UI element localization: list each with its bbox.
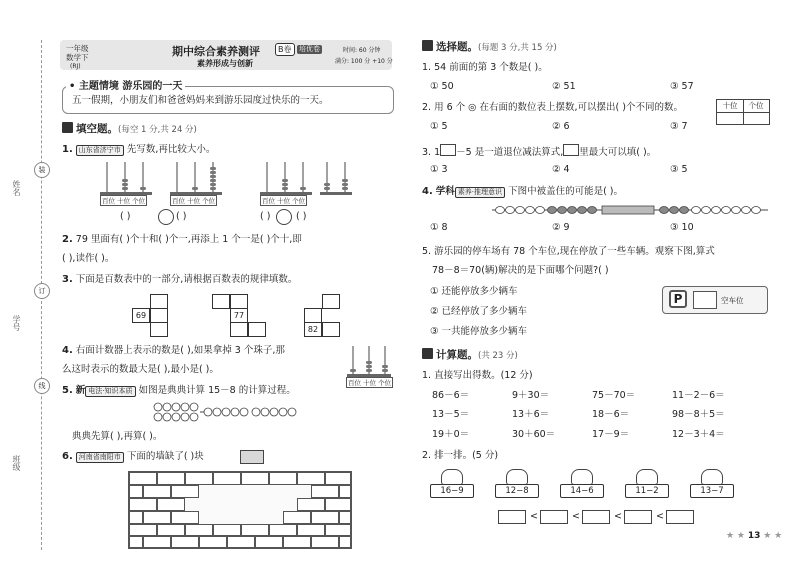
q5-number: 5. [62,385,73,396]
section1-note: (每空 1 分,共 24 分) [118,125,197,135]
grid-cell[interactable] [150,294,168,309]
q6 [62,451,204,463]
theme-title: • 主题情境 游乐园的一天 [66,77,185,92]
q2-number: 2. [62,234,73,245]
sort-answer-4[interactable] [624,510,652,524]
grid-cell-value [304,322,322,337]
c3-text [422,144,656,159]
c3-blank-2[interactable] [563,144,579,156]
grid-cell[interactable] [248,322,266,337]
q5-circles-diagram [152,402,312,424]
c5-option-2[interactable]: ② 已经停放了多少辆车 [430,306,528,317]
edition-label: (RJ) [70,63,81,70]
c3-option-2[interactable]: ② 4 [552,164,570,175]
class-label: 班级 [12,455,21,471]
q4-counter-label: 百位 十位 个位 [348,379,392,387]
time-label: 时间: 60 分钟 [343,47,381,54]
sort-card: 14−6 [560,484,604,498]
c1-option-3[interactable]: ③ 57 [670,81,694,92]
q1-answer-3[interactable]: ( ) [260,211,271,222]
theme-title-text: 主题情境 游乐园的一天 [78,81,183,92]
sort-card: 12−8 [495,484,539,498]
grid-cell-value [132,308,150,323]
c4-option-1[interactable]: ① 8 [430,222,448,233]
q6-answer-brick[interactable] [240,450,264,464]
q1-number: 1. [62,144,73,155]
q4 [62,345,285,357]
sort-answer-2[interactable] [540,510,568,524]
c4 [422,186,623,198]
abacus-label-1: 百位 十位 个位 [102,197,146,205]
calc-r2-c1: 13－5＝ [432,409,470,420]
abacus-3 [260,162,312,195]
subject-label: 数学下 [66,53,89,62]
c3-text-c: 里最大可以填( )。 [579,147,657,158]
c4-literacy-tag: 素养·推理意识 [455,187,505,198]
section2-heading [422,40,557,55]
calc-r2-c3: 18－6＝ [592,409,630,420]
grid-value-69: 69 [135,311,147,320]
section-icon [422,348,433,359]
c3-text-a: 3. 1 [422,147,441,158]
q5-knowledge-tag: 电法·知识本质 [85,386,135,397]
section1-heading [62,122,197,137]
section1-title: 填空题。 [76,123,118,135]
calc-r1-c1: 86－6＝ [432,390,470,401]
q1-text: 先写数,再比较大小。 [126,144,216,155]
abacus-2 [170,162,222,195]
sort-answer-1[interactable] [498,510,526,524]
c2-option-2[interactable]: ② 6 [552,121,570,132]
c1-option-2[interactable]: ② 51 [552,81,576,92]
q1-compare-circle-1[interactable] [158,209,174,225]
calc-r3-c4: 12－3＋4＝ [672,429,725,440]
calc-r1-c2: 9＋30＝ [512,390,550,401]
q1-answer-1[interactable]: ( ) [120,211,131,222]
binding-circle-2: 订 [34,283,50,299]
q6-text: 下面的墙缺了( )块 [126,451,204,462]
c4-text: 下图中被盖住的可能是( )。 [508,186,624,197]
abacus-4 [320,162,352,195]
parking-label: 空车位 [721,296,744,305]
calc-r1-c3: 75－70＝ [592,390,636,401]
calc-r1-c4: 11－2－6＝ [672,390,725,401]
sort-answer-5[interactable] [666,510,694,524]
q1-answer-4[interactable]: ( ) [296,211,307,222]
calc-r2-c2: 13＋6＝ [512,409,550,420]
c5-option-3[interactable]: ③ 一共能停放多少辆车 [430,326,528,337]
grid-cell[interactable] [230,294,248,309]
sort-card: 11−2 [625,484,669,498]
c1-text: 1. 54 前面的第 3 个数是( )。 [422,62,548,73]
c4-option-3[interactable]: ③ 10 [670,222,694,233]
c3-option-3[interactable]: ③ 5 [670,164,688,175]
q6-region-tag: 河南省南阳市 [76,452,124,463]
section3-heading [422,348,518,363]
section-icon [422,40,433,51]
less-than-1: < [530,511,538,522]
page-subtitle: 素养形成与创新 [197,59,253,68]
calc-r2-c4: 98－8＋5＝ [672,409,725,420]
grid-cell-value [230,308,248,323]
section3-title: 计算题。 [436,349,478,361]
q3 [62,274,297,286]
q2-text-line2: ( ),读作( )。 [62,253,115,264]
section-icon [62,122,73,133]
calc1-title: 1. 直接写出得数。(12 分) [422,370,533,381]
right-page [400,0,800,569]
q4-number: 4. [62,345,73,356]
page-number: ★ ★ 13 ★ ★ [726,531,783,541]
brick-wall [128,471,352,549]
page-title: 期中综合素养测评 [172,45,260,58]
abacus-label-3: 百位 十位 个位 [262,197,306,205]
q3-number: 3. [62,274,73,285]
c3-option-1[interactable]: ① 3 [430,164,448,175]
c2-option-1[interactable]: ① 5 [430,121,448,132]
sort-card: 13−7 [690,484,734,498]
q1-compare-circle-2[interactable] [276,209,292,225]
q5-new-tag: 新 [75,385,86,396]
q4-text: 右面计数器上表示的数是( ),如果拿掉 3 个珠子,那 [75,345,285,356]
abacus-1 [100,162,152,195]
binding-circle-1: 装 [34,162,50,178]
paper-label: B卷 [275,43,295,56]
page-number-value: 13 [747,531,761,541]
cat-icon [506,469,528,485]
q5 [62,385,296,397]
grid-cell[interactable] [304,308,322,323]
c2-table-ones: 个位 [743,100,769,113]
calc2-title: 2. 排一排。(5 分) [422,450,499,461]
score-label: 满分: 100 分 +10 分 [335,58,393,65]
c4-bead-string [492,204,768,216]
q3-text: 下面是百数表中的一部分,请根据百数表的规律填数。 [75,274,298,285]
abacus-label-2: 百位 十位 个位 [172,197,216,205]
grid-cell[interactable] [212,294,230,309]
c5-text: 5. 游乐园的停车场有 78 个车位,现在停放了一些车辆。观察下图,算式 [422,246,715,257]
grid-cell[interactable] [322,294,340,309]
name-label: 姓名 [12,180,21,196]
parking-sign [662,286,768,314]
id-label: 学号 [12,315,21,331]
c3-text-b: －5 是一道退位减法算式, [456,147,564,158]
parking-p-icon: P [669,290,687,308]
less-than-3: < [614,511,622,522]
q4-counter [345,344,393,378]
q1-answer-2[interactable]: ( ) [176,211,187,222]
c5-text-line2: 78－8＝70(辆)解决的是下面哪个问题?( ) [432,265,609,276]
q5-text: 如图是典典计算 15－8 的计算过程。 [138,385,296,396]
c4-option-2[interactable]: ② 9 [552,222,570,233]
grid-cell[interactable] [322,322,340,337]
grid-cell[interactable] [230,322,248,337]
paper-badge: 培优卷 [299,45,320,53]
q2-text: 79 里面有( )个十和( )个一,再添上 1 个一是( )个十,即 [75,234,302,245]
grid-value-77: 77 [233,311,245,320]
parking-digits [693,291,717,309]
c2-place-table [716,99,770,125]
section2-title: 选择题。 [436,41,478,53]
q5-text-line2: 典典先算( ),再算( )。 [72,431,163,442]
cat-icon [571,469,593,485]
grid-cell[interactable] [150,308,168,323]
c4-subject-tag: 学科 [435,186,455,197]
cat-icon [636,469,658,485]
q4-text-line2: 么这时表示的数最大是( ),最小是( )。 [62,364,219,375]
theme-text: 五一假期，小朋友们和爸爸妈妈来到游乐园度过快乐的一天。 [72,95,329,106]
cat-icon [441,469,463,485]
c2-table-tens: 十位 [717,100,744,113]
c2-text: 2. 用 6 个 ◎ 在右面的数位表上摆数,可以摆出( )个不同的数。 [422,102,683,113]
q1-region-tag: 山东省济宁市 [76,145,124,156]
section2-note: (每题 3 分,共 15 分) [478,43,557,53]
c2-option-3[interactable]: ③ 7 [670,121,688,132]
binding-circle-3: 线 [34,378,50,394]
sort-card: 16−9 [430,484,474,498]
c5-option-1[interactable]: ① 还能停放多少辆车 [430,286,518,297]
grid-cell[interactable] [150,322,168,337]
calc-r3-c2: 30＋60＝ [512,429,556,440]
sort-answer-3[interactable] [582,510,610,524]
c4-number: 4. [422,186,433,197]
section3-note: (共 23 分) [478,351,518,361]
q2 [62,234,302,246]
calc-r3-c3: 17－9＝ [592,429,630,440]
cat-icon [701,469,723,485]
q1 [62,144,215,156]
c1-option-1[interactable]: ① 50 [430,81,454,92]
q6-number: 6. [62,451,73,462]
covered-part [602,206,654,214]
less-than-4: < [656,511,664,522]
c3-blank-1[interactable] [440,144,456,156]
calc-r3-c1: 19＋0＝ [432,429,470,440]
grade-label: 一年级 [66,44,89,53]
grid-value-82: 82 [307,325,319,334]
less-than-2: < [572,511,580,522]
